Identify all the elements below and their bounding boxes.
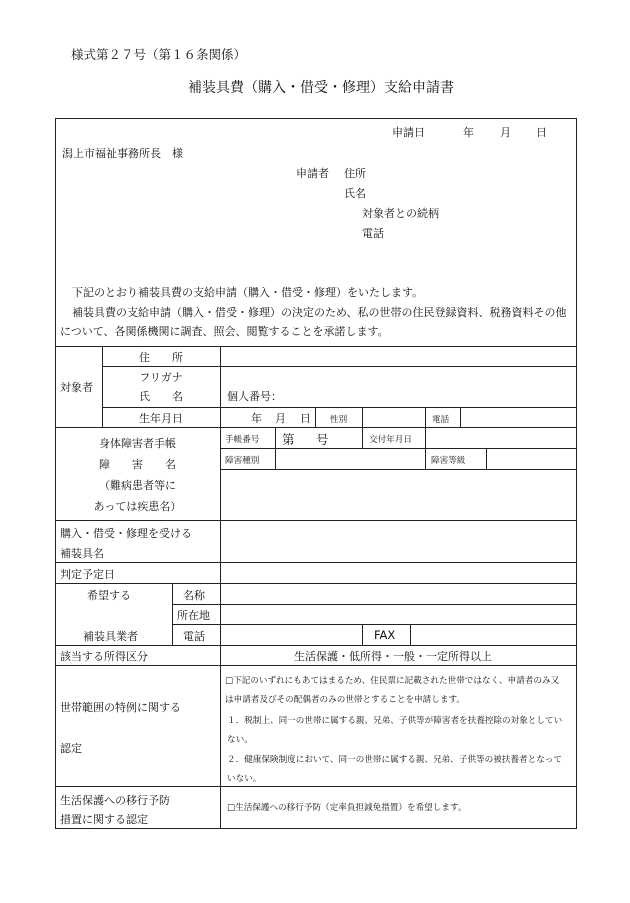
gender-label: 性別: [330, 415, 348, 425]
household-line-5: ２．健康保険制度において、同一の世帯に属する親、兄弟、子供等の被扶養者となって: [227, 755, 562, 765]
divider-provider-location: [172, 624, 577, 625]
vline-issue-date-left: [362, 427, 363, 448]
welfare-transition-label-1: 生活保護への移行予防: [60, 794, 170, 807]
statement-line-1: 下記のとおり補装具費の支給申請（購入・借受・修理）をいたします。: [72, 286, 424, 299]
handbook-go: 号: [316, 432, 329, 447]
birth-day: 日: [300, 412, 311, 425]
handbook-dai: 第: [282, 432, 295, 447]
subject-label: 対象者: [60, 381, 93, 394]
income-value: 生活保護・低所得・一般・一定所得以上: [294, 650, 492, 663]
addressee: 潟上市福祉事務所長 様: [62, 147, 183, 160]
divider-handbook: [220, 448, 577, 449]
welfare-transition-value: □生活保護への移行予防（定率負担減免措置）を希望します。: [227, 803, 467, 813]
divider-subject-top: [55, 346, 577, 347]
vline-handbook-number: [275, 427, 276, 469]
vline-phone-left: [425, 407, 426, 427]
applicant-name-label: 氏名: [344, 187, 366, 200]
application-day: 日: [536, 126, 547, 139]
issue-date-label: 交付年月日: [369, 435, 412, 445]
divider-birthdate: [55, 427, 577, 428]
vline-phone-right: [460, 407, 461, 427]
provider-label-1: 希望する: [87, 589, 131, 602]
page-title: 補装具費（購入・借受・修理）支給申請書: [188, 80, 454, 96]
divider-income: [55, 665, 577, 666]
vline-fax-left: [362, 624, 363, 645]
birth-month: 月: [275, 412, 286, 425]
subject-address-label: 住 所: [139, 351, 183, 364]
applicant-phone-label: 電話: [362, 227, 384, 240]
household-line-3: １．税制上、同一の世帯に属する親、兄弟、子供等が障害者を扶養控除の対象としてい: [227, 716, 563, 726]
divider-name: [102, 407, 577, 408]
disability-label-3: （難病患者等に: [99, 479, 176, 492]
judgment-date-label: 判定予定日: [60, 568, 115, 581]
my-number-label: 個人番号：: [227, 390, 282, 403]
divider-household: [55, 786, 577, 787]
disability-label-2: 障 害 名: [99, 458, 176, 471]
divider-equipment: [55, 562, 577, 563]
vline-gender-right: [362, 407, 363, 427]
applicant-address-label: 住所: [344, 167, 366, 180]
divider-judgment-date: [55, 583, 577, 584]
applicant-label: 申請者: [296, 167, 329, 180]
vline-provider-sublabel: [172, 583, 173, 645]
application-month: 月: [500, 126, 511, 139]
household-label-2: 認定: [60, 742, 82, 755]
household-line-2: は申請者及びその配偶者のみの世帯とすることを申請します。: [225, 695, 465, 705]
disability-label-4: あっては疾患名）: [93, 500, 182, 513]
vline-fax-right: [410, 624, 411, 645]
household-line-1: □下記のいずれにもあてはまるため、住民票に記載された世帯ではなく、申請者のみ又: [225, 676, 560, 686]
divider-disability-bottom: [55, 520, 577, 521]
provider-phone-label: 電話: [183, 630, 205, 643]
household-label-1: 世帯範囲の特例に関する: [60, 701, 181, 714]
application-year: 年: [463, 126, 474, 139]
application-date-label: 申請日: [392, 126, 425, 139]
vline-subject-value: [220, 346, 221, 520]
equipment-label-1: 購入・借受・修理を受ける: [60, 527, 192, 540]
welfare-transition-label-2: 措置に関する認定: [60, 813, 148, 826]
vline-equipment-value: [220, 520, 221, 583]
handbook-number-label: 手帳番号: [225, 435, 260, 445]
statement-line-3: について、各関係機関に調査、照会、閲覧することを承諾します。: [60, 325, 389, 338]
subject-phone-label: 電話: [432, 415, 450, 425]
vline-lower-value: [220, 645, 221, 829]
relationship-label: 対象者との続柄: [362, 207, 439, 220]
statement-line-2: 補装具費の支給申請（購入・借受・修理）の決定のため、私の世帯の住民登録資料、税務資料その他: [72, 306, 567, 319]
divider-address: [102, 366, 577, 367]
provider-label-2: 補装具業者: [83, 630, 138, 643]
disability-type-label: 障害種別: [225, 456, 260, 466]
birthdate-label: 生年月日: [139, 412, 183, 425]
divider-disability-type: [220, 469, 577, 470]
subject-name-label: 氏 名: [139, 390, 183, 403]
income-label: 該当する所得区分: [60, 650, 148, 663]
household-line-6: いない。: [227, 774, 262, 784]
disability-grade-label: 障害等級: [431, 456, 466, 466]
birth-year: 年: [251, 412, 262, 425]
form-number: 様式第２７号（第１６条関係）: [71, 47, 247, 62]
vline-issue-date-right: [425, 427, 426, 469]
subject-furigana-label: フリガナ: [139, 371, 183, 384]
provider-location-label: 所在地: [177, 609, 210, 622]
divider-provider-name: [172, 604, 577, 605]
household-line-4: ない。: [227, 735, 253, 745]
equipment-label-2: 補装具名: [60, 547, 104, 560]
vline-provider-value: [220, 583, 221, 645]
divider-provider-bottom: [55, 645, 577, 646]
vline-grade-right: [486, 448, 487, 469]
provider-name-label: 名称: [183, 589, 205, 602]
disability-label-1: 身体障害者手帳: [99, 437, 176, 450]
vline-gender-left: [315, 407, 316, 427]
provider-fax-label: FAX: [374, 628, 396, 642]
